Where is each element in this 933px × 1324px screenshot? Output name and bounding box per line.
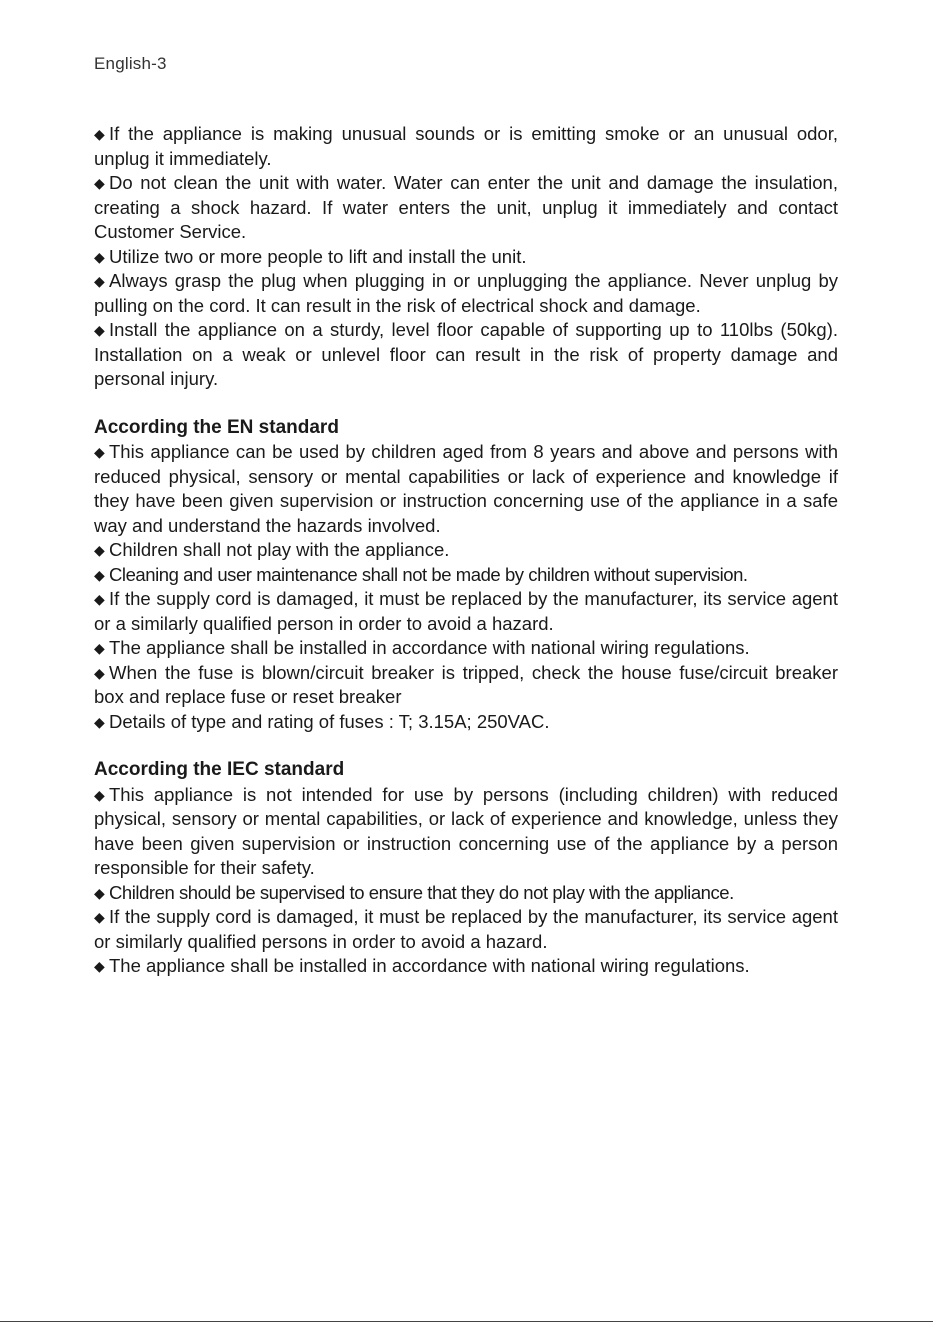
- diamond-bullet-icon: ◆: [94, 248, 105, 265]
- list-item-text: If the appliance is making unusual sounds or is emitting smoke or an unusual odor, unplug it immediately.: [94, 123, 838, 169]
- list-item: [94, 881, 838, 906]
- list-item-text: This appliance is not intended for use by persons (including children) with reduced physical, sensory or mental capabilities, or lack of experience and knowledge, unless they have been given supervision or instruction concerning use of the appliance by a person responsible for their safety.: [94, 783, 838, 878]
- list-item-text: Details of type and rating of fuses : T; 3.15A; 250VAC.: [109, 710, 550, 732]
- list-item-text: Do not clean the unit with water. Water can enter the unit and damage the insulation, creating a shock hazard. If water enters the unit, unplug it immediately and contact Customer Service.: [94, 172, 838, 242]
- list-item: [94, 587, 838, 636]
- list-item: [94, 440, 838, 538]
- diamond-bullet-icon: ◆: [94, 566, 105, 583]
- diamond-bullet-icon: ◆: [94, 322, 105, 338]
- diamond-bullet-icon: ◆: [94, 884, 105, 901]
- list-item-text: Always grasp the plug when plugging in or unplugging the appliance. Never unplug by pulling on the cord. It can result in the risk of electrical shock and damage.: [94, 270, 838, 316]
- list-item: [94, 905, 838, 954]
- list-item: [94, 245, 838, 270]
- list-item: [94, 710, 838, 735]
- diamond-bullet-icon: ◆: [94, 958, 105, 974]
- intro-list: [94, 122, 838, 392]
- section-heading: According the IEC standard: [94, 759, 345, 780]
- list-item: [94, 563, 838, 588]
- diamond-bullet-icon: ◆: [94, 664, 105, 681]
- diamond-bullet-icon: ◆: [94, 786, 105, 803]
- diamond-bullet-icon: ◆: [94, 273, 105, 289]
- diamond-bullet-icon: ◆: [94, 591, 105, 607]
- iec-standard-section: [94, 758, 838, 979]
- diamond-bullet-icon: ◆: [94, 713, 105, 730]
- page-label: English-3: [94, 54, 167, 73]
- list-item: [94, 269, 838, 318]
- diamond-bullet-icon: ◆: [94, 175, 105, 191]
- diamond-bullet-icon: ◆: [94, 126, 105, 142]
- list-item-text: Install the appliance on a sturdy, level floor capable of supporting up to 110lbs (50kg). Installation on a weak or unlevel floor can result in the risk of property damage and personal injury.: [94, 319, 838, 389]
- list-item-text: If the supply cord is damaged, it must be replaced by the manufacturer, its service agent or a similarly qualified person in order to avoid a hazard.: [94, 588, 838, 634]
- list-item-text: Children shall not play with the appliance.: [109, 539, 450, 560]
- list-item: [94, 538, 838, 563]
- list-item: [94, 171, 838, 245]
- list-item: [94, 954, 838, 979]
- list-item-text: If the supply cord is damaged, it must be replaced by the manufacturer, its service agent or similarly qualified persons in order to avoid a hazard.: [94, 906, 838, 952]
- list-item: [94, 783, 838, 881]
- list-item: [94, 318, 838, 392]
- diamond-bullet-icon: ◆: [94, 909, 105, 925]
- list-item: [94, 636, 838, 661]
- list-item-text: This appliance can be used by children aged from 8 years and above and persons with reduced physical, sensory or mental capabilities or lack of experience and knowledge if they have been given supervision or instruction concerning use of the appliance in a safe way and understand the hazards involved.: [94, 441, 838, 536]
- bottom-divider: [0, 1321, 933, 1322]
- document-body: [94, 122, 838, 979]
- diamond-bullet-icon: ◆: [94, 640, 105, 656]
- section-heading: According the EN standard: [94, 416, 339, 438]
- list-item-text: Cleaning and user maintenance shall not be made by children without supervision.: [109, 563, 748, 585]
- list-item-text: Utilize two or more people to lift and install the unit.: [109, 245, 527, 267]
- en-standard-section: [94, 416, 838, 735]
- list-item-text: The appliance shall be installed in accordance with national wiring regulations.: [109, 955, 750, 976]
- diamond-bullet-icon: ◆: [94, 444, 105, 460]
- list-item-text: The appliance shall be installed in accordance with national wiring regulations.: [109, 637, 750, 658]
- section-spacer: [94, 734, 838, 758]
- list-item: [94, 661, 838, 710]
- section-spacer: [94, 392, 838, 416]
- diamond-bullet-icon: ◆: [94, 542, 105, 558]
- list-item: [94, 122, 838, 171]
- list-item-text: When the fuse is blown/circuit breaker is tripped, check the house fuse/circuit breaker box and replace fuse or reset breaker: [94, 661, 838, 707]
- list-item-text: Children should be supervised to ensure that they do not play with the appliance.: [109, 881, 734, 903]
